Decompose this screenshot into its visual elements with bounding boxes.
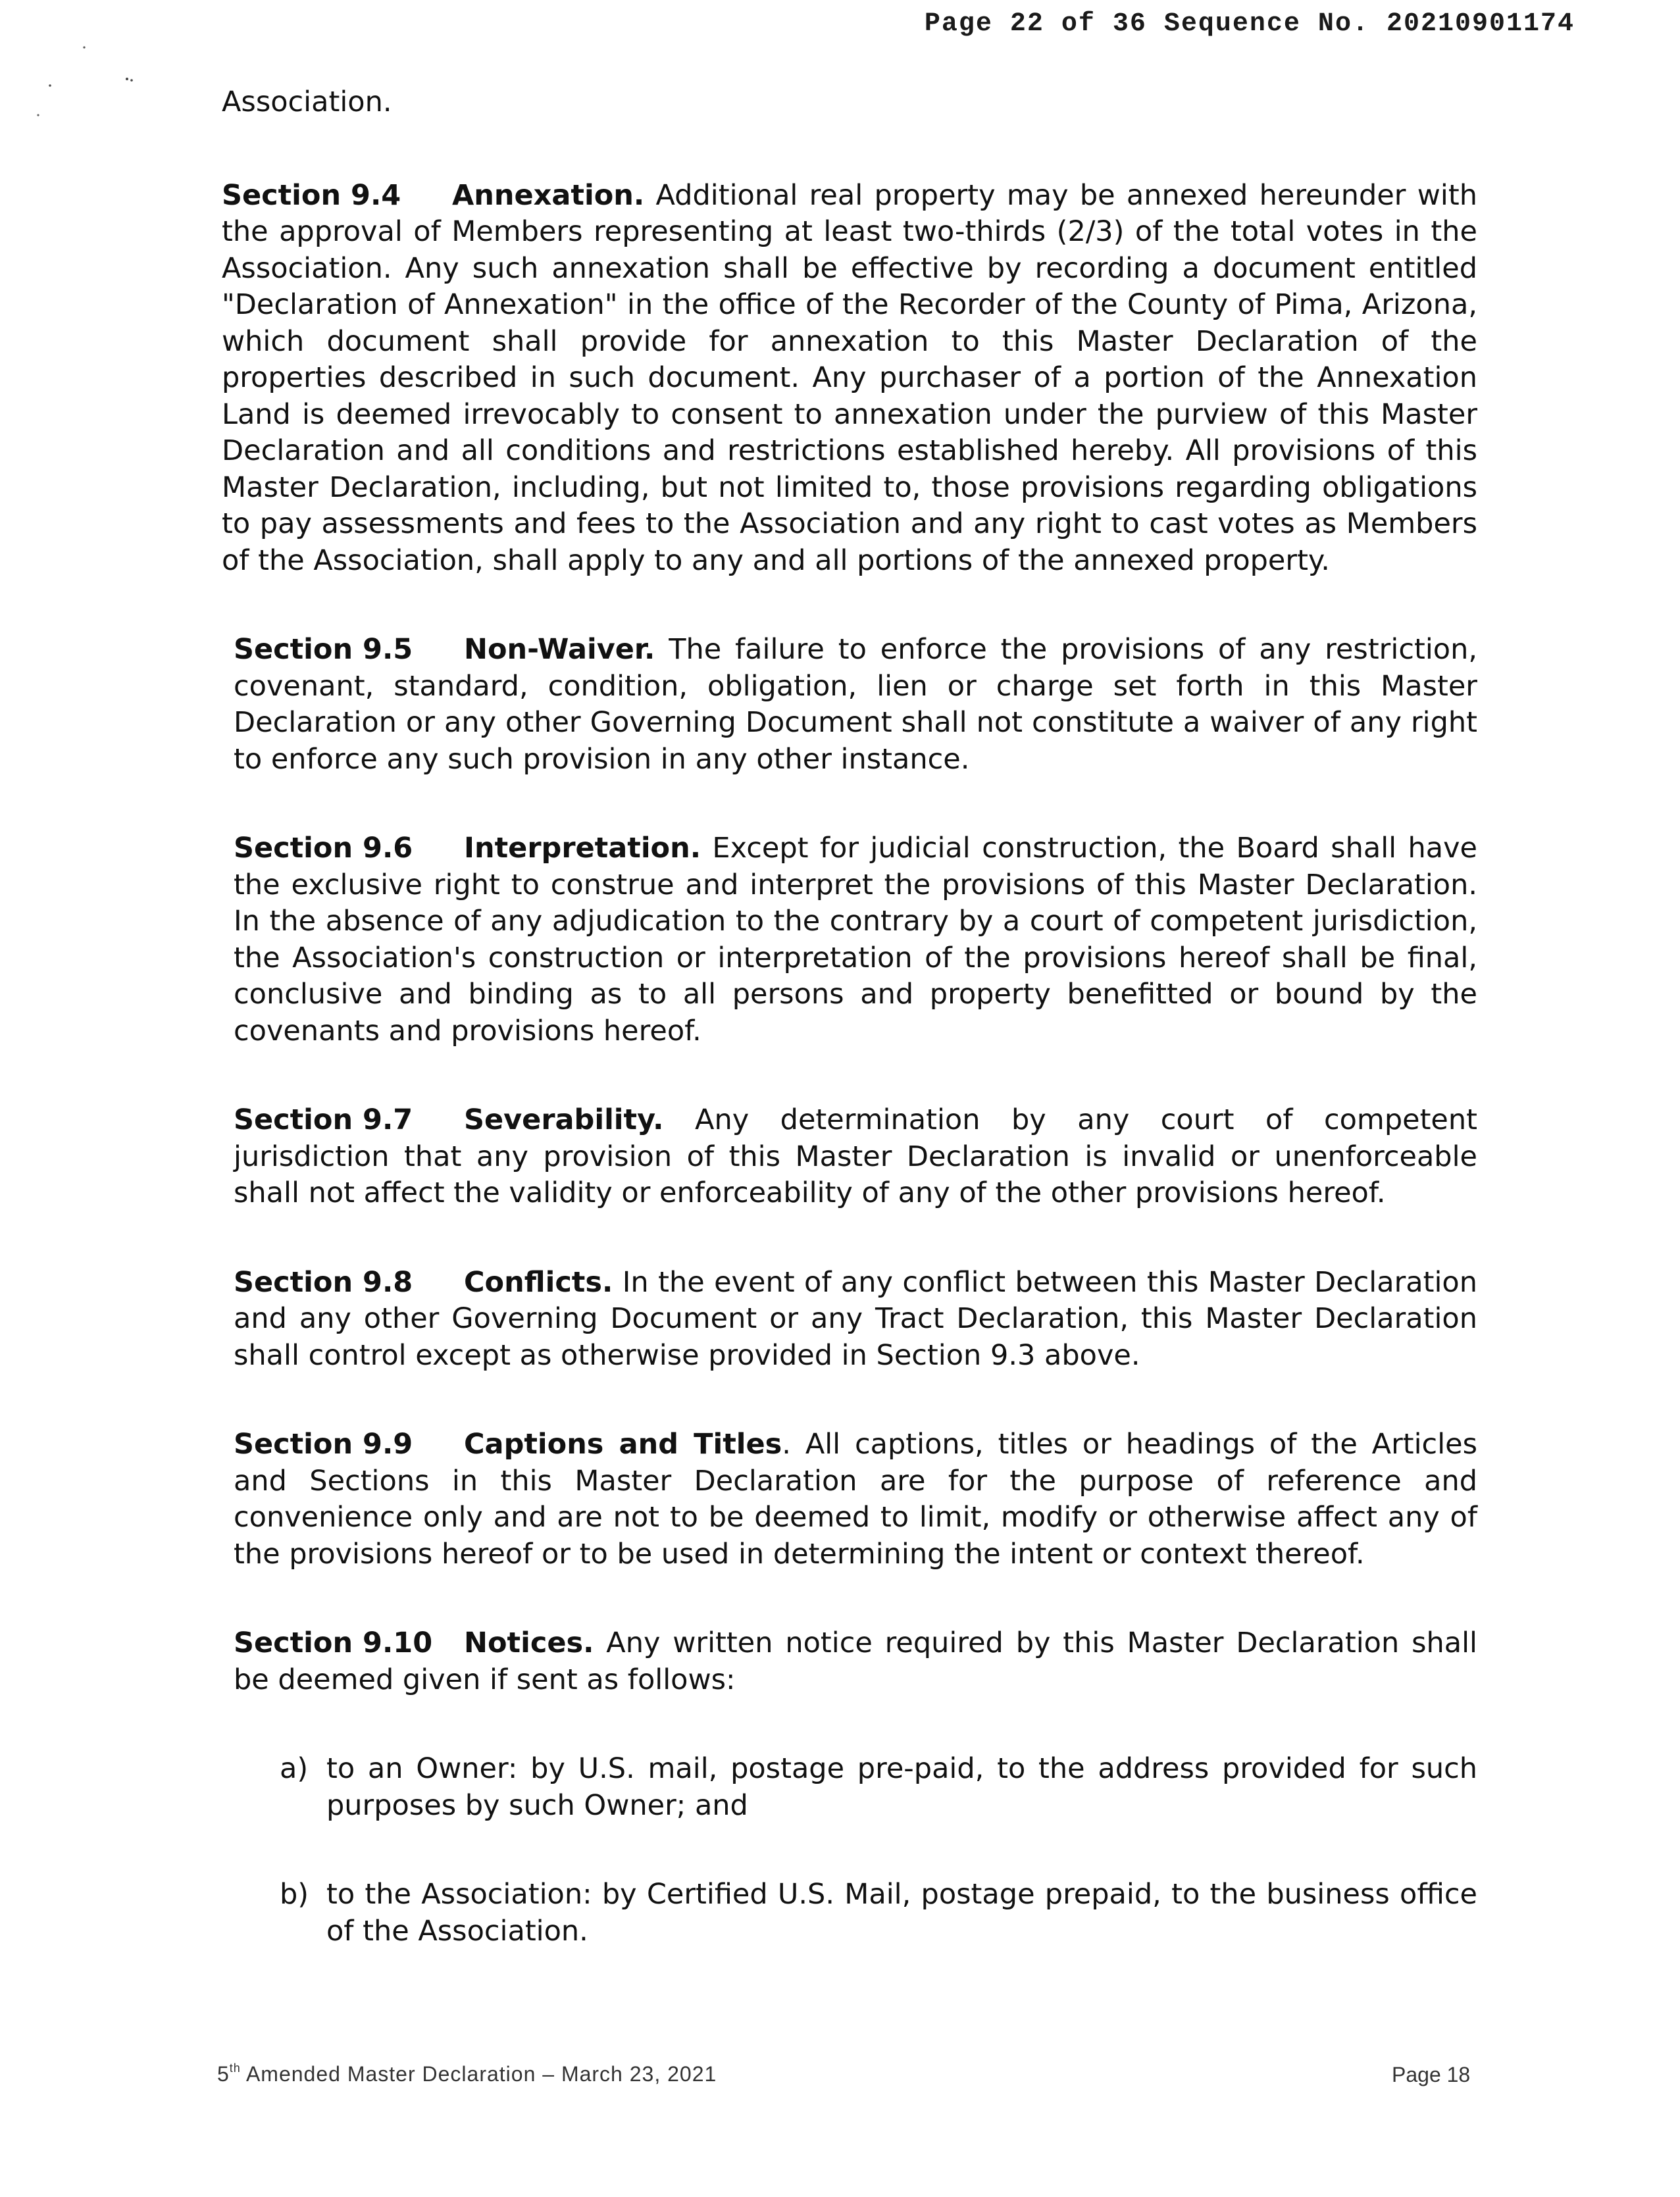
- list-item: [234, 1751, 1477, 1824]
- sequence-stamp: Page 22 of 36 Sequence No. 20210901174: [924, 9, 1575, 39]
- section-body: Any determination by any court of competent jurisdiction that any provision of this Master Declaration is invalid or unenforceable shall not affect the validity or enforceability of any of the other provisions hereof.: [234, 1103, 1477, 1209]
- section-9-6: [234, 830, 1477, 1049]
- document-body: [222, 84, 1477, 2002]
- section-number: Section 9.6: [234, 832, 413, 865]
- section-9-9: [234, 1427, 1477, 1573]
- footer-page-number: Page 18: [1392, 2063, 1471, 2086]
- section-body: In the event of any conflict between this Master Declaration and any other Governing Document or any Tract Declaration, this Master Declaration shall control except as otherwise provided in Section 9.3 above.: [234, 1265, 1477, 1372]
- list-item: [234, 1877, 1477, 1950]
- section-body: Except for judicial construction, the Board shall have the exclusive right to construe and interpret the provisions of this Master Declaration. In the absence of any adjudication to the contrary by a court of competent jurisdiction, the Association's construction or interpretation of the provisions hereof shall be final, conclusive and binding as to all persons and property benefitted or bound by the covenants and provisions hereof.: [234, 832, 1477, 1048]
- list-letter: a): [280, 1752, 309, 1785]
- footer-document-title: [217, 2061, 717, 2086]
- footer-ordinal-suffix: th: [229, 2061, 241, 2075]
- section-number: Section 9.9: [234, 1428, 413, 1461]
- section-number: Section 9.10: [234, 1627, 433, 1659]
- list-text: to an Owner: by U.S. mail, postage pre-paid, to the address provided for such purposes by such Owner; and: [326, 1752, 1477, 1822]
- section-body: The failure to enforce the provisions of any restriction, covenant, standard, condition, obligation, lien or charge set forth in this Master Declaration or any other Governing Document shall not constitute a waiver of any right to enforce any such provision in any other instance.: [234, 633, 1477, 776]
- section-9-8: [234, 1265, 1477, 1375]
- section-body: Additional real property may be annexed hereunder with the approval of Members representing at least two-thirds (2/3) of the total votes in the Association. Any such annexation shall be effective by recording a document entitled "Declaration of Annexation" in the office of the Recorder of the County of Pima, Arizona, which document shall provide for annexation to this Master Declaration of the properties described in such document. Any purchaser of a portion of the Annexation Land is deemed irrevocably to consent to annexation under the purview of this Master Declaration and all conditions and restrictions established hereby. All provisions of this Master Declaration, including, but not limited to, those provisions regarding obligations to pay assessments and fees to the Association and any right to cast votes as Members of the Association, shall apply to any and all portions of the annexed property.: [222, 178, 1477, 577]
- scan-specks: [26, 39, 197, 132]
- list-letter: b): [280, 1878, 309, 1911]
- section-title: Conflicts.: [464, 1265, 613, 1299]
- section-title: Captions and Titles: [464, 1428, 782, 1461]
- section-title: Interpretation.: [464, 832, 701, 865]
- section-number: Section 9.4: [222, 178, 401, 212]
- section-number: Section 9.8: [234, 1265, 413, 1299]
- intro-text: Association.: [222, 86, 392, 118]
- footer-ordinal: 5: [217, 2062, 230, 2086]
- section-title: Annexation.: [452, 178, 645, 212]
- section-9-4: [222, 178, 1477, 580]
- section-number: Section 9.5: [234, 633, 413, 666]
- section-title: Severability.: [464, 1103, 664, 1136]
- notices-list: [222, 1751, 1477, 1950]
- section-number: Section 9.7: [234, 1103, 413, 1136]
- section-title: Notices.: [464, 1627, 594, 1659]
- section-title: Non-Waiver.: [464, 633, 655, 666]
- list-text: to the Association: by Certified U.S. Mail, postage prepaid, to the business office of the Association.: [326, 1878, 1477, 1948]
- section-body: Any written notice required by this Master Declaration shall be deemed given if sent as follows:: [234, 1627, 1478, 1696]
- section-9-10: [234, 1625, 1477, 1698]
- footer-document-name: Amended Master Declaration – March 23, 2021: [245, 2062, 717, 2086]
- section-9-5: [234, 632, 1477, 778]
- section-9-7: [234, 1102, 1477, 1212]
- section-body: . All captions, titles or headings of the Articles and Sections in this Master Declaration are for the purpose of reference and convenience only and are not to be deemed to limit, modify or otherwise affect any of the provisions hereof or to be used in determining the intent or context thereof.: [234, 1428, 1478, 1571]
